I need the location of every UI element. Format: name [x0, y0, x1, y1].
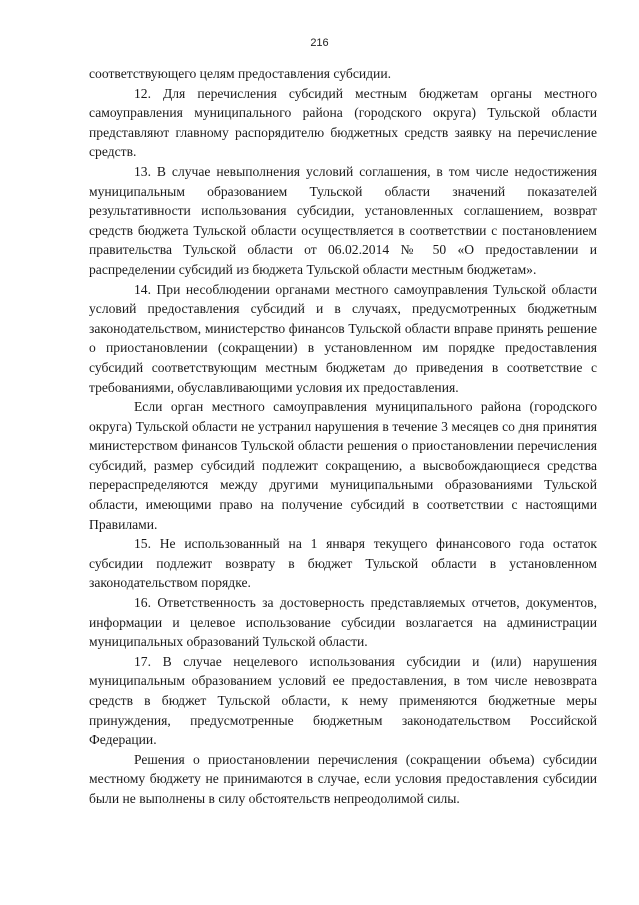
paragraph-14: 14. При несоблюдении органами местного самоуправления Тульской области условий предоставления субсидий и в случаях, предусмотренных бюджетным законодательством, министерство финансов Тульской области вправе принять решение о приостановлении (сокращении) в установленном им порядке предоставления субсидий соответствующим местным бюджетам до приведения в соответствие с требованиями, обуславливающими условия их предоставления.	[89, 281, 597, 395]
paragraph-16: 16. Ответственность за достоверность представляемых отчетов, документов, информации и целевое использование субсидии возлагается на администрации муниципальных образований Тульской области.	[89, 595, 597, 650]
paragraph-12: 12. Для перечисления субсидий местным бюджетам органы местного самоуправления муниципального района (городского округа) Тульской области представляют главному распорядителю бюджетных средств заявку на перечисление средств.	[89, 85, 597, 160]
paragraph-continuation: соответствующего целям предоставления субсидии.	[89, 66, 391, 81]
paragraph-17-continued: Решения о приостановлении перечисления (сокращении объема) субсидии местному бюджету не принимаются в случае, если условия предоставления субсидии были не выполнены в силу обстоятельств непреодолимой силы.	[89, 751, 597, 806]
paragraph-14-continued: Если орган местного самоуправления муниципального района (городского округа) Тульской области не устранил нарушения в течение 3 месяцев со дня принятия министерством финансов Тульской области решения о приостановлении перечисления субсидий, размер субсидий подлежит сокращению, а высвобождающиеся средства перераспределяются между другими муниципальными образованиями Тульской области, имеющими право на получение субсидий в соответствии с настоящими Правилами.	[89, 399, 597, 532]
document-body	[89, 64, 597, 809]
paragraph-13: 13. В случае невыполнения условий соглашения, в том числе недостижения муниципальным образованием Тульской области значений показателей результативности использования субсидии, установленных соглашением, возврат средств бюджета Тульской области осуществляется в соответствии с постановлением правительства Тульской области от 06.02.2014 № 50 «О предоставлении и распределении субсидий из бюджета Тульской области местным бюджетам».	[89, 163, 597, 277]
page-number: 216	[310, 37, 329, 49]
paragraph-15: 15. Не использованный на 1 января текущего финансового года остаток субсидии подлежит возврату в бюджет Тульской области в установленном законодательством порядке.	[89, 536, 597, 591]
paragraph-17: 17. В случае нецелевого использования субсидии и (или) нарушения муниципальным образованием условий ее предоставления, в том числе невозврата средств в бюджет Тульской области, к нему применяются бюджетные меры принуждения, предусмотренные бюджетным законодательством Российской Федерации.	[89, 653, 597, 748]
